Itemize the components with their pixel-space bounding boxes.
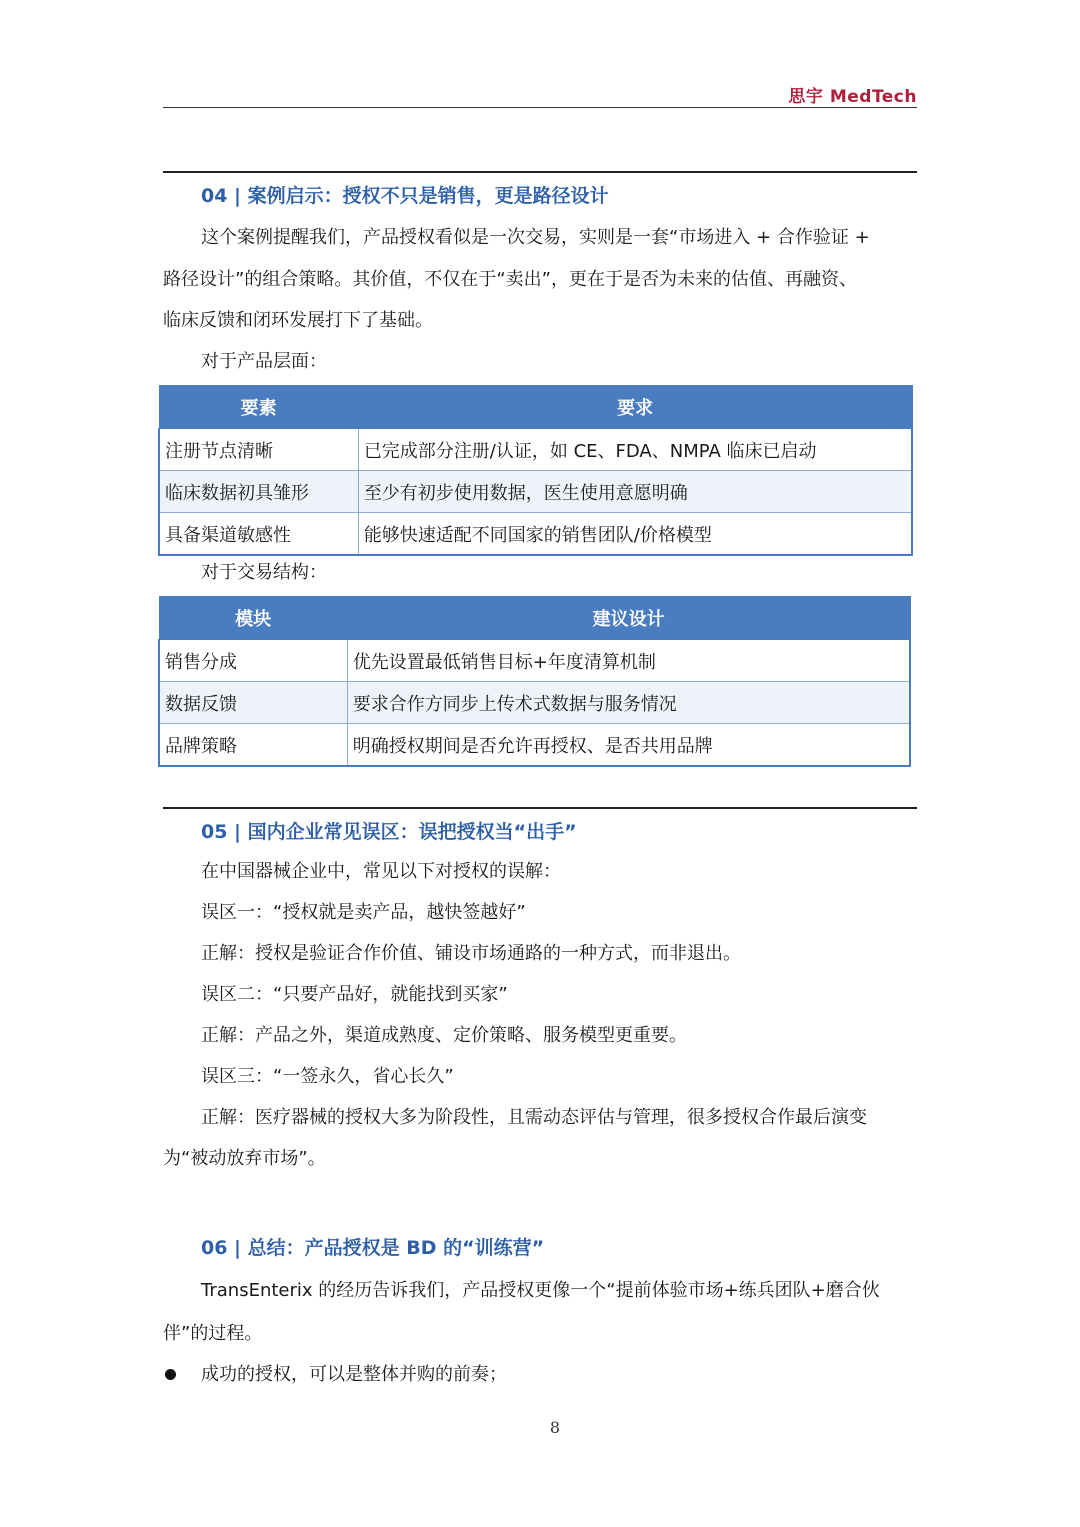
deal-structure-table [158, 596, 911, 767]
table-cell: 明确授权期间是否允许再授权、是否共用品牌 [347, 724, 910, 767]
table-cell: 已完成部分注册/认证，如 CE、FDA、NMPA 临床已启动 [358, 429, 912, 471]
table-header-cell: 模块 [159, 597, 347, 640]
table-row [159, 471, 912, 513]
section-05-intro: 在中国器械企业中，常见以下对授权的误解： [201, 861, 561, 882]
table-cell: 要求合作方同步上传术式数据与服务情况 [347, 682, 910, 724]
section-06-paragraph-line2: 伴”的过程。 [163, 1323, 263, 1344]
misconception-3: 误区三：“一签永久，省心长久” [201, 1066, 454, 1087]
section-04-paragraph-line2: 路径设计”的组合策略。其价值，不仅在于“卖出”，更在于是否为未来的估值、再融资、 [163, 269, 857, 290]
section-05-title: 05 | 国内企业常见误区：误把授权当“出手” [201, 821, 577, 843]
product-table-intro: 对于产品层面： [201, 351, 327, 372]
table-header-row [159, 597, 910, 640]
section-05-divider [163, 807, 917, 809]
table-cell: 临床数据初具雏形 [159, 471, 358, 513]
table-cell: 能够快速适配不同国家的销售团队/价格模型 [358, 513, 912, 556]
table-cell: 具备渠道敏感性 [159, 513, 358, 556]
section-04-divider [163, 171, 917, 173]
correction-3-continued: 为“被动放弃市场”。 [163, 1148, 326, 1169]
section-04-paragraph-line3: 临床反馈和闭环发展打下了基础。 [163, 310, 433, 331]
table-row [159, 724, 910, 767]
table-header-row [159, 386, 912, 429]
section-04-title: 04 | 案例启示：授权不只是销售，更是路径设计 [201, 185, 609, 207]
table-cell: 注册节点清晰 [159, 429, 358, 471]
bullet-item-1: 成功的授权，可以是整体并购的前奏； [201, 1364, 507, 1385]
table-header-cell: 建议设计 [347, 597, 910, 640]
table-cell: 至少有初步使用数据，医生使用意愿明确 [358, 471, 912, 513]
section-06-title: 06 | 总结：产品授权是 BD 的“训练营” [201, 1237, 545, 1259]
table-cell: 销售分成 [159, 640, 347, 682]
table-cell: 数据反馈 [159, 682, 347, 724]
correction-3: 正解：医疗器械的授权大多为阶段性，且需动态评估与管理，很多授权合作最后演变 [201, 1107, 867, 1128]
deal-table-intro: 对于交易结构： [201, 562, 327, 583]
misconception-1: 误区一：“授权就是卖产品，越快签越好” [201, 902, 526, 923]
table-row [159, 640, 910, 682]
correction-2: 正解：产品之外，渠道成熟度、定价策略、服务模型更重要。 [201, 1025, 687, 1046]
header-divider [163, 107, 917, 108]
table-cell: 品牌策略 [159, 724, 347, 767]
section-04-paragraph-line1: 这个案例提醒我们，产品授权看似是一次交易，实则是一套“市场进入 + 合作验证 + [201, 227, 870, 248]
table-row [159, 429, 912, 471]
header-brand: 思宇 MedTech [788, 87, 917, 107]
table-row [159, 682, 910, 724]
table-cell: 优先设置最低销售目标+年度清算机制 [347, 640, 910, 682]
table-header-cell: 要求 [358, 386, 912, 429]
misconception-2: 误区二：“只要产品好，就能找到买家” [201, 984, 508, 1005]
correction-1: 正解：授权是验证合作价值、铺设市场通路的一种方式，而非退出。 [201, 943, 741, 964]
bullet-icon [165, 1369, 176, 1380]
product-requirements-table [158, 385, 913, 556]
table-header-cell: 要素 [159, 386, 358, 429]
page-number: 8 [549, 1418, 561, 1437]
table-row [159, 513, 912, 556]
section-06-paragraph-line1: TransEnterix 的经历告诉我们，产品授权更像一个“提前体验市场+练兵团队+磨合伙 [201, 1280, 880, 1301]
